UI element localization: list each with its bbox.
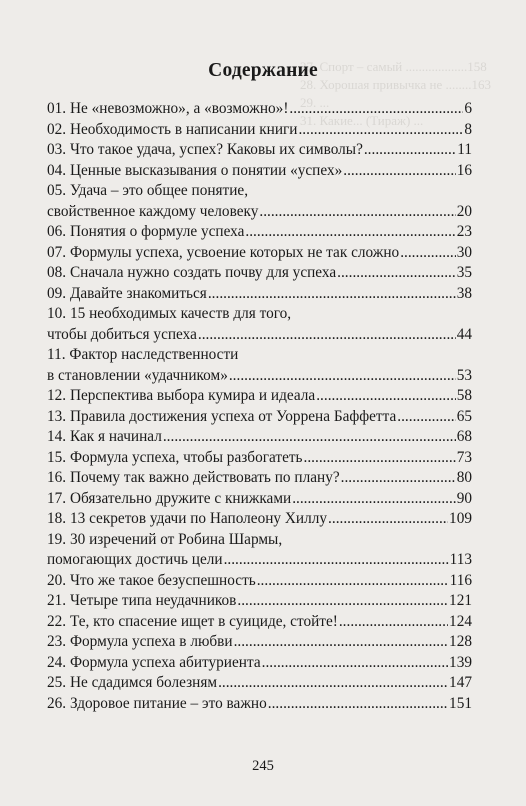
toc-entry-line-last [47, 489, 472, 510]
dot-leader [337, 263, 456, 284]
bleed-through-line: 31. Какие... (Тираж) ... [300, 113, 424, 128]
toc-entry-page: 53 [456, 366, 472, 384]
dot-leader [245, 222, 455, 243]
page-title: Содержание [208, 60, 318, 81]
toc-entry-title: 06. Понятия о формуле успеха [47, 223, 245, 240]
toc-entry [47, 99, 472, 120]
toc-entry [47, 181, 472, 222]
toc-entry-title: чтобы добиться успеха [47, 325, 197, 343]
dot-leader [341, 468, 456, 489]
toc-entry-page: 20 [456, 202, 472, 220]
toc-entry-title: 17. Обязательно дружите с книжками [47, 489, 292, 507]
dot-leader [397, 407, 455, 428]
toc-entry-line-last [47, 99, 472, 120]
toc-entry [47, 222, 472, 243]
toc-entry-title: 24. Формула успеха абитуриента [47, 653, 261, 671]
bleed-through-line: 27. Спорт – самый ...................158 [300, 59, 487, 74]
toc-entry-line [47, 530, 472, 551]
toc-entry-line-last [47, 202, 472, 223]
dot-leader [234, 632, 448, 653]
toc-entry-title: 25. Не сдадимся болезням [47, 674, 218, 691]
toc-entry-title: 18. 13 секретов удачи по Наполеону Хиллу [47, 510, 328, 527]
toc-entry-title: 13. Правила достижения успеха от Уоррена Баффетта [47, 407, 397, 425]
toc-entry [47, 468, 472, 489]
toc-entry-title: 04. Ценные высказывания о понятии «успех» [47, 161, 343, 179]
toc-entry [47, 653, 472, 674]
toc-entry-title: 12. Перспектива выбора кумира и идеала [47, 387, 316, 404]
toc-entry-page: 151 [449, 694, 472, 712]
toc-entry-line-last [47, 612, 472, 633]
toc-entry-page: 113 [449, 551, 472, 568]
toc-entry-title: 23. Формула успеха в любви [47, 633, 233, 650]
dot-leader [364, 140, 456, 161]
dot-leader [304, 448, 456, 469]
toc-entry-page: 139 [449, 653, 472, 671]
toc-entry-page: 35 [456, 264, 472, 281]
toc-entry [47, 591, 472, 612]
toc-entry-title: 11. Фактор наследственности [47, 346, 239, 363]
toc-entry-page: 73 [456, 448, 472, 466]
toc-entry-line-last [47, 140, 472, 161]
toc-entry-line [47, 181, 472, 202]
toc-entry-title: 07. Формулы успеха, усвоение которых не так сложно [47, 243, 400, 261]
toc-entry-page: 58 [456, 387, 472, 404]
toc-entry [47, 571, 472, 592]
toc-entry-line-last [47, 263, 472, 284]
toc-entry-page: 16 [456, 161, 472, 179]
toc-entry-page: 68 [456, 428, 472, 445]
toc-entry-title: 08. Сначала нужно создать почву для успеха [47, 264, 337, 281]
toc-entry [47, 509, 472, 530]
dot-leader [229, 366, 456, 387]
toc-entry-title: 02. Необходимость в написании книги [47, 120, 298, 138]
dot-leader [163, 427, 456, 448]
dot-leader [400, 243, 456, 264]
dot-leader [289, 99, 463, 120]
toc-entry-line-last [47, 468, 472, 489]
toc-entry-page: 109 [449, 510, 472, 527]
toc-entry [47, 243, 472, 264]
toc-entry [47, 284, 472, 305]
toc-entry-title: 20. Что же такое безуспешность [47, 571, 256, 589]
dot-leader [224, 550, 449, 571]
toc-entry-page: 11 [457, 141, 472, 158]
dot-leader [257, 571, 449, 592]
toc-entry [47, 427, 472, 448]
table-of-contents [47, 99, 472, 714]
dot-leader [339, 612, 448, 633]
dot-leader [259, 202, 455, 223]
toc-entry-title: 09. Давайте знакомиться [47, 284, 207, 302]
toc-entry [47, 673, 472, 694]
toc-entry-line-last [47, 386, 472, 407]
toc-entry-line-last [47, 120, 472, 141]
dot-leader [328, 509, 448, 530]
toc-entry-title: 19. 30 изречений от Робина Шармы, [47, 530, 283, 548]
toc-entry [47, 161, 472, 182]
toc-entry-title: 21. Четыре типа неудачников [47, 592, 237, 609]
toc-entry-title: 05. Удача – это общее понятие, [47, 182, 249, 199]
toc-entry-title: 03. Что такое удача, успех? Каковы их символы? [47, 141, 363, 158]
toc-entry-line-last [47, 161, 472, 182]
bleed-through-line: 29. ... [300, 95, 330, 110]
toc-entry [47, 448, 472, 469]
toc-entry-line [47, 304, 472, 325]
toc-entry-line-last [47, 571, 472, 592]
toc-entry-line-last [47, 550, 472, 571]
toc-entry [47, 694, 472, 715]
toc-entry [47, 120, 472, 141]
toc-entry [47, 489, 472, 510]
toc-entry-line-last [47, 694, 472, 715]
toc-entry [47, 530, 472, 571]
toc-entry [47, 386, 472, 407]
toc-entry-page: 116 [449, 571, 472, 589]
toc-entry-title: помогающих достичь цели [47, 551, 223, 568]
toc-entry-title: свойственное каждому человеку [47, 202, 259, 220]
toc-entry-page: 30 [456, 243, 472, 261]
toc-entry-title: 16. Почему так важно действовать по плану? [47, 469, 340, 486]
dot-leader [343, 161, 455, 182]
toc-entry-line-last [47, 407, 472, 428]
dot-leader [298, 120, 463, 141]
toc-entry-title: 22. Те, кто спасение ищет в суициде, стойте! [47, 612, 338, 630]
toc-entry [47, 263, 472, 284]
toc-entry-page: 147 [449, 674, 472, 691]
toc-entry-line-last [47, 673, 472, 694]
toc-entry-page: 65 [456, 407, 472, 425]
toc-entry-line-last [47, 284, 472, 305]
dot-leader [268, 694, 448, 715]
toc-entry-page: 8 [464, 120, 472, 138]
toc-entry-line-last [47, 366, 472, 387]
toc-entry-line-last [47, 427, 472, 448]
toc-entry [47, 345, 472, 386]
dot-leader [208, 284, 456, 305]
dot-leader [198, 325, 456, 346]
toc-entry-line-last [47, 632, 472, 653]
toc-entry-line-last [47, 591, 472, 612]
toc-entry-title: 15. Формула успеха, чтобы разбогатеть [47, 448, 303, 466]
toc-entry-title: в становлении «удачником» [47, 366, 228, 384]
toc-entry [47, 632, 472, 653]
toc-entry-page: 128 [449, 633, 472, 650]
toc-entry-page: 90 [456, 489, 472, 507]
toc-entry-title: 01. Не «невозможно», а «возможно»! [47, 100, 289, 117]
toc-entry-line-last [47, 222, 472, 243]
dot-leader [292, 489, 456, 510]
toc-entry-page: 23 [456, 223, 472, 240]
toc-entry-title: 26. Здоровое питание – это важно [47, 694, 267, 712]
toc-entry-line-last [47, 325, 472, 346]
dot-leader [218, 673, 448, 694]
toc-entry-line [47, 345, 472, 366]
toc-entry-line-last [47, 448, 472, 469]
toc-entry-page: 80 [456, 469, 472, 486]
toc-entry-page: 124 [449, 612, 472, 630]
toc-entry-line-last [47, 509, 472, 530]
page-number: 245 [252, 758, 274, 774]
toc-entry-title: 14. Как я начинал [47, 428, 162, 445]
toc-entry-line-last [47, 653, 472, 674]
dot-leader [262, 653, 448, 674]
toc-entry [47, 612, 472, 633]
toc-entry-page: 38 [456, 284, 472, 302]
toc-entry [47, 140, 472, 161]
toc-entry [47, 407, 472, 428]
dot-leader [316, 386, 455, 407]
toc-entry-title: 10. 15 необходимых качеств для того, [47, 305, 292, 322]
toc-entry-page: 44 [456, 325, 472, 343]
bleed-through-line: 28. Хорошая привычка не ........163 [300, 77, 492, 92]
dot-leader [237, 591, 448, 612]
toc-entry-page: 121 [449, 592, 472, 609]
toc-entry-page: 6 [464, 100, 472, 117]
toc-entry [47, 304, 472, 345]
toc-entry-line-last [47, 243, 472, 264]
